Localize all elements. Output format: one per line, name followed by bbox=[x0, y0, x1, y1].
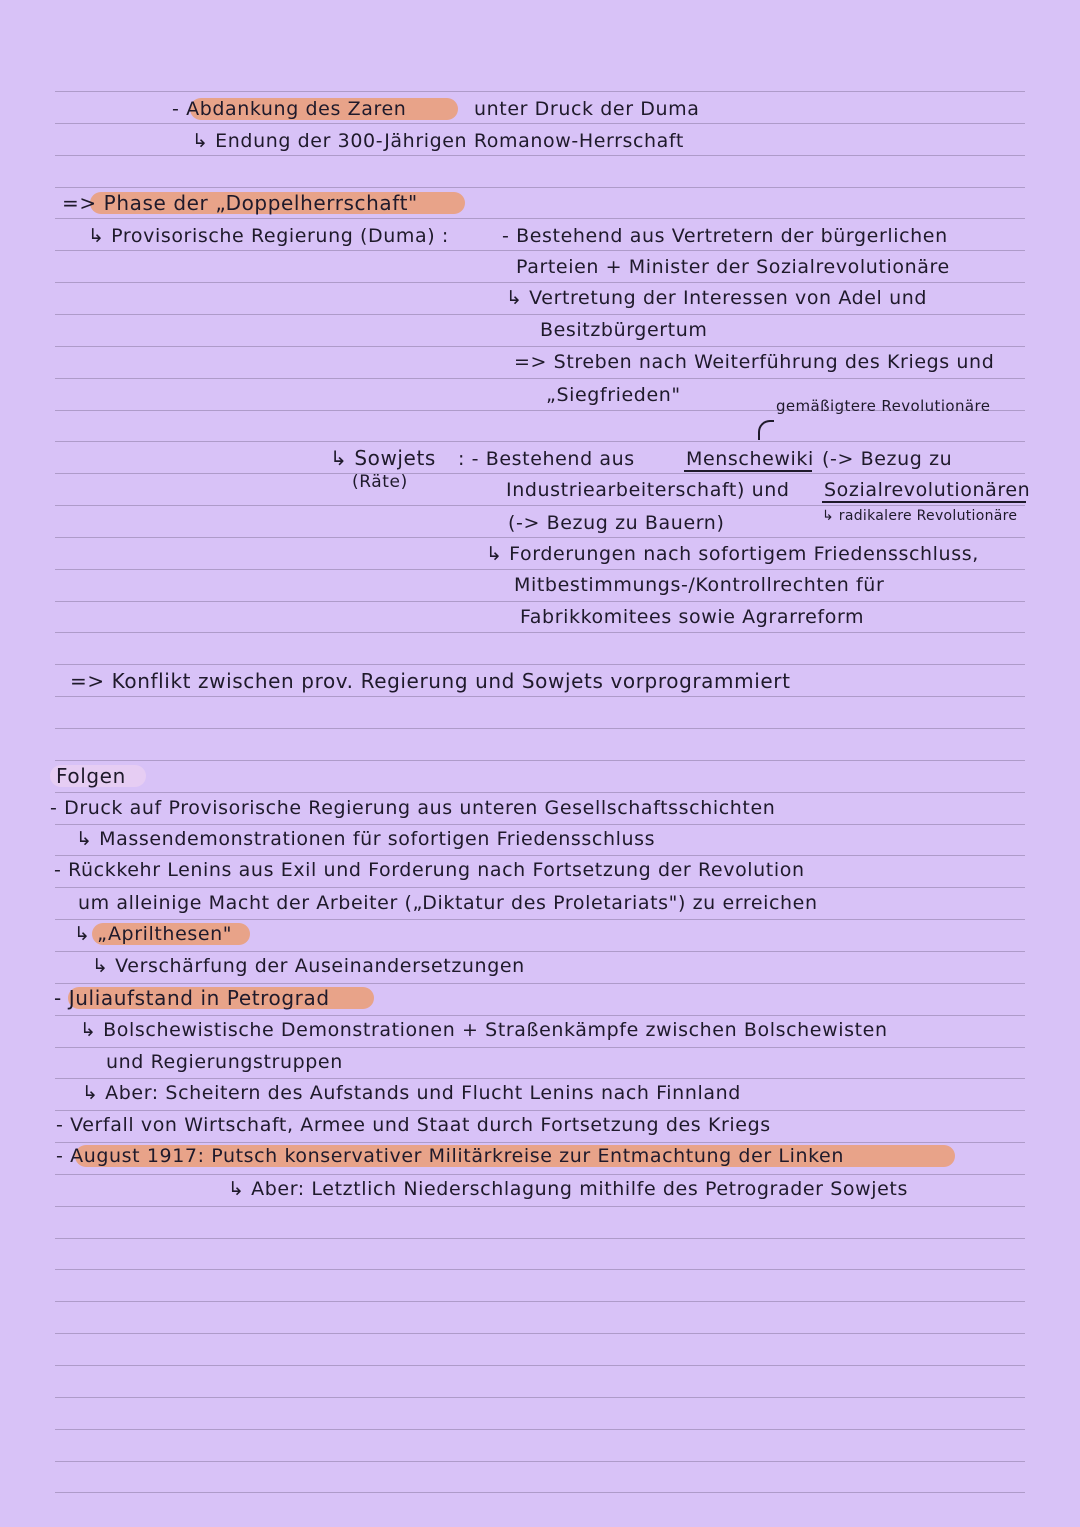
ruled-line bbox=[55, 91, 1025, 92]
ruled-line bbox=[55, 123, 1025, 124]
ruled-line bbox=[55, 1206, 1025, 1207]
line-scheitern: ↳ Aber: Scheitern des Aufstands und Flucht Lenins nach Finnland bbox=[82, 1082, 741, 1104]
line-juliaufstand: - Juliaufstand in Petrograd bbox=[54, 986, 330, 1010]
line-provisorische-regierung: ↳ Provisorische Regierung (Duma) : bbox=[88, 225, 449, 247]
line-vertretung: ↳ Vertretung der Interessen von Adel und bbox=[506, 287, 928, 309]
ruled-line bbox=[55, 919, 1025, 920]
line-siegfrieden: „Siegfrieden" bbox=[546, 384, 681, 406]
annotation-gemaessigtere: gemäßigtere Revolutionäre bbox=[776, 397, 991, 415]
ruled-line bbox=[55, 792, 1025, 793]
heading-folgen: Folgen bbox=[56, 764, 126, 788]
line-abdankung: - Abdankung des Zaren bbox=[172, 98, 407, 120]
line-mitbestimmung: Mitbestimmungs-/Kontrollrechten für bbox=[514, 574, 885, 596]
line-massendemonstrationen: ↳ Massendemonstrationen für sofortigen Friedensschluss bbox=[76, 828, 656, 850]
ruled-line bbox=[55, 1333, 1025, 1334]
ruled-line bbox=[55, 1110, 1025, 1111]
line-forderungen: ↳ Forderungen nach sofortigem Friedensschluss, bbox=[486, 543, 979, 565]
ruled-line bbox=[55, 187, 1025, 188]
ruled-line bbox=[55, 824, 1025, 825]
ruled-line bbox=[55, 983, 1025, 984]
annotation-radikalere: ↳ radikalere Revolutionäre bbox=[822, 508, 1018, 524]
ruled-line bbox=[55, 1269, 1025, 1270]
ruled-line bbox=[55, 632, 1025, 633]
line-sowjets: ↳ Sowjets bbox=[330, 446, 436, 470]
ruled-line bbox=[55, 1078, 1025, 1079]
ruled-line bbox=[55, 887, 1025, 888]
ruled-line bbox=[55, 537, 1025, 538]
ruled-line bbox=[55, 250, 1025, 251]
line-bezug-bauern: (-> Bezug zu Bauern) bbox=[508, 512, 725, 534]
ruled-line bbox=[55, 1429, 1025, 1430]
ruled-line bbox=[55, 1397, 1025, 1398]
line-unter-druck: unter Druck der Duma bbox=[474, 98, 700, 120]
line-aprilthesen: ↳ „Aprilthesen" bbox=[74, 923, 233, 945]
ruled-line bbox=[55, 1461, 1025, 1462]
line-raete: (Räte) bbox=[352, 472, 408, 492]
ruled-line bbox=[55, 218, 1025, 219]
line-bolschewistische: ↳ Bolschewistische Demonstrationen + Straßenkämpfe zwischen Bolschewisten bbox=[80, 1019, 888, 1041]
line-bestehend-vertretern: - Bestehend aus Vertretern der bürgerlichen bbox=[502, 225, 948, 247]
ruled-line bbox=[55, 855, 1025, 856]
ruled-line bbox=[55, 1238, 1025, 1239]
ruled-line bbox=[55, 1365, 1025, 1366]
line-streben: => Streben nach Weiterführung des Kriegs und bbox=[514, 351, 995, 373]
line-august-1917: - August 1917: Putsch konservativer Militärkreise zur Entmachtung der Linken bbox=[56, 1145, 844, 1167]
ruled-line bbox=[55, 346, 1025, 347]
term-sozialrevolutionaeren: Sozialrevolutionären bbox=[824, 479, 1031, 501]
ruled-line bbox=[55, 1174, 1025, 1175]
ruled-line bbox=[55, 696, 1025, 697]
underline-menschewiki bbox=[684, 470, 812, 472]
line-parteien: Parteien + Minister der Sozialrevolutionäre bbox=[516, 256, 950, 278]
ruled-line bbox=[55, 728, 1025, 729]
ruled-line bbox=[55, 951, 1025, 952]
ruled-line bbox=[55, 760, 1025, 761]
line-niederschlagung: ↳ Aber: Letztlich Niederschlagung mithilfe des Petrograder Sowjets bbox=[228, 1178, 908, 1200]
ruled-line bbox=[55, 441, 1025, 442]
ruled-line bbox=[55, 664, 1025, 665]
line-endung: ↳ Endung der 300-Jährigen Romanow-Herrschaft bbox=[192, 130, 684, 152]
underline-sozialrevolutionaeren bbox=[822, 501, 1026, 503]
ruled-line bbox=[55, 1492, 1025, 1493]
ruled-line bbox=[55, 1015, 1025, 1016]
line-bestehend-aus: : - Bestehend aus bbox=[458, 448, 635, 470]
line-industriearbeiterschaft: Industriearbeiterschaft) und bbox=[506, 479, 790, 501]
line-verschaerfung: ↳ Verschärfung der Auseinandersetzungen bbox=[92, 955, 525, 977]
ruled-line bbox=[55, 155, 1025, 156]
line-rueckkehr-lenins: - Rückkehr Lenins aus Exil und Forderung nach Fortsetzung der Revolution bbox=[54, 859, 805, 881]
ruled-line bbox=[55, 1142, 1025, 1143]
line-phase-doppelherrschaft: => Phase der „Doppelherrschaft" bbox=[62, 191, 418, 215]
line-diktatur: um alleinige Macht der Arbeiter („Diktatur des Proletariats") zu erreichen bbox=[78, 892, 818, 914]
ruled-line bbox=[55, 282, 1025, 283]
ruled-line bbox=[55, 601, 1025, 602]
ruled-line bbox=[55, 1047, 1025, 1048]
line-regierungstruppen: und Regierungstruppen bbox=[106, 1051, 343, 1073]
line-bezug-zu: (-> Bezug zu bbox=[822, 448, 953, 470]
annotation-arrow-curve bbox=[758, 420, 774, 440]
ruled-line bbox=[55, 1301, 1025, 1302]
line-verfall: - Verfall von Wirtschaft, Armee und Staat durch Fortsetzung des Kriegs bbox=[56, 1114, 771, 1136]
ruled-line bbox=[55, 473, 1025, 474]
ruled-line bbox=[55, 569, 1025, 570]
line-besitzbuergertum: Besitzbürgertum bbox=[540, 319, 708, 341]
line-konflikt: => Konflikt zwischen prov. Regierung und Sowjets vorprogrammiert bbox=[70, 669, 791, 693]
line-druck: - Druck auf Provisorische Regierung aus unteren Gesellschaftsschichten bbox=[50, 797, 776, 819]
ruled-line bbox=[55, 378, 1025, 379]
line-fabrikkomitees: Fabrikkomitees sowie Agrarreform bbox=[520, 606, 865, 628]
term-menschewiki: Menschewiki bbox=[686, 448, 814, 470]
ruled-line bbox=[55, 314, 1025, 315]
